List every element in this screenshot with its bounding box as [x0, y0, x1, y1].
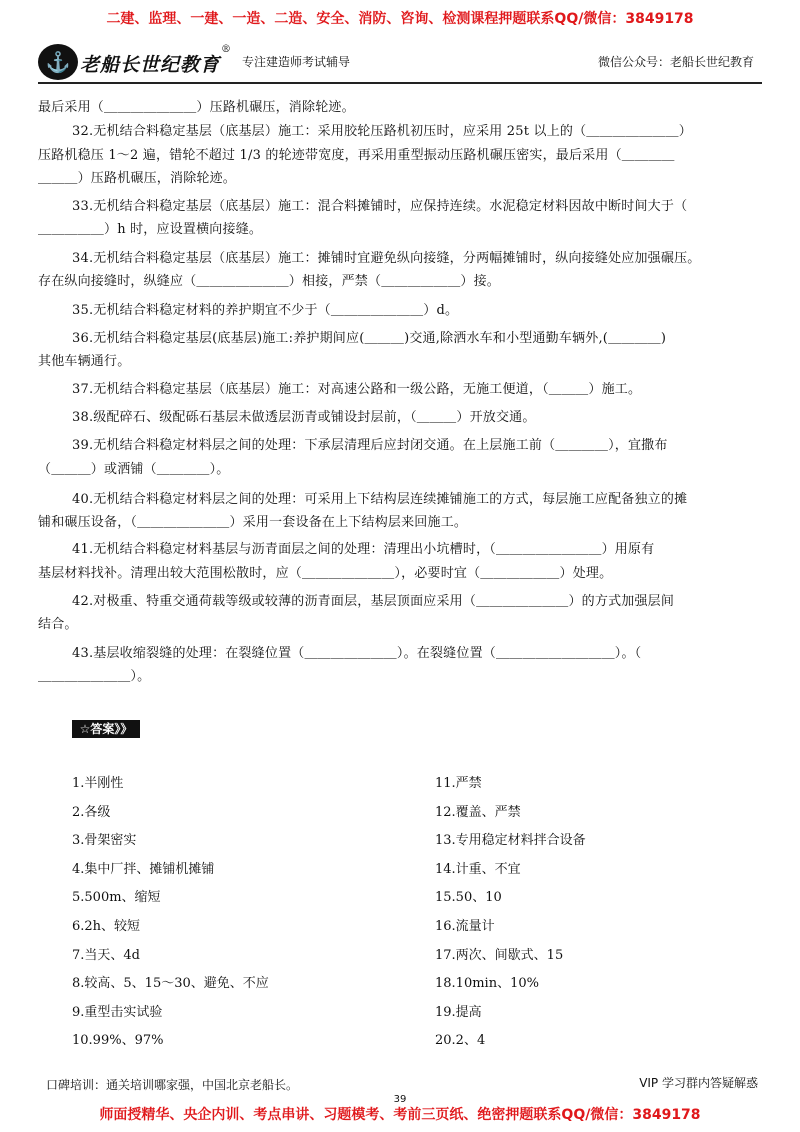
- question-40: 40.无机结合料稳定材料层之间的处理：可采用上下结构层连续摊铺施工的方式，每层施工应配备独立的摊: [72, 492, 688, 507]
- answer-item: 15.50、10: [435, 890, 502, 906]
- answer-item: 8.较高、5、15～30、避免、不应: [72, 976, 269, 992]
- question-line: 压路机稳压 1～2 遍，错轮不超过 1/3 的轮迹带宽度，再采用重型振动压路机碾压密实，最后采用（＿＿＿＿: [38, 148, 675, 163]
- question-38: 38.级配碎石、级配砾石基层未做透层沥青或铺设封层前，（＿＿＿）开放交通。: [72, 410, 536, 425]
- answer-item: 20.2、4: [435, 1033, 486, 1049]
- answer-item: 7.当天、4d: [72, 947, 140, 963]
- question-35: 35.无机结合料稳定材料的养护期宜不少于（＿＿＿＿＿＿＿）d。: [72, 303, 459, 318]
- question-line: 最后采用（＿＿＿＿＿＿＿）压路机碾压，消除轮迹。: [38, 100, 355, 115]
- answers-left-column: [72, 774, 269, 1060]
- question-line: ＿＿＿＿＿）h 时，应设置横向接缝。: [38, 222, 263, 237]
- question-line: （＿＿＿）或洒铺（＿＿＿＿）。: [38, 462, 230, 477]
- question-33: 33.无机结合料稳定基层（底基层）施工：混合料摊铺时，应保持连续。水泥稳定材料因故中断时间大于（: [72, 199, 688, 214]
- wechat-account: 微信公众号：老船长世纪教育: [597, 55, 754, 69]
- answers-heading: ☆答案》》: [72, 720, 140, 738]
- registered-mark: ®: [221, 44, 231, 55]
- question-line: ＿＿＿＿＿＿＿）。: [38, 669, 151, 684]
- question-41: 41.无机结合料稳定材料基层与沥青面层之间的处理：清理出小坑槽时，（＿＿＿＿＿＿＿＿）用原有: [72, 542, 655, 557]
- answer-item: 3.骨架密实: [72, 833, 137, 849]
- question-32: 32.无机结合料稳定基层（底基层）施工：采用胶轮压路机初压时，应采用 25t 以上的（＿＿＿＿＿＿＿）: [72, 124, 692, 139]
- answer-item: 1.半刚性: [72, 776, 124, 791]
- question-36: 36.无机结合料稳定基层(底基层)施工:养护期间应(＿＿＿)交通,除洒水车和小型通勤车辆外,(＿＿＿＿): [72, 331, 667, 346]
- footer-vip-note: VIP 学习群内答疑解惑: [639, 1076, 758, 1090]
- page-number: 39: [393, 1094, 407, 1105]
- answer-item: 19.提高: [435, 1004, 482, 1020]
- answer-item: 16.流量计: [435, 918, 495, 934]
- question-line: 铺和碾压设备，（＿＿＿＿＿＿＿）采用一套设备在上下结构层来回施工。: [38, 515, 468, 530]
- answer-item: 11.严禁: [435, 776, 482, 791]
- answer-item: 14.计重、不宜: [435, 861, 521, 877]
- answer-item: 12.覆盖、严禁: [435, 804, 521, 820]
- top-promo-banner: 二建、监理、一建、一造、二造、安全、消防、咨询、检测课程押题联系QQ/微信：3849178: [106, 11, 694, 27]
- question-34: 34.无机结合料稳定基层（底基层）施工：摊铺时宜避免纵向接缝，分两幅摊铺时，纵向接缝处应加强碾压。: [72, 251, 701, 266]
- answer-item: 4.集中厂拌、摊铺机摊铺: [72, 861, 215, 877]
- question-line: 其他车辆通行。: [38, 354, 131, 369]
- question-line: ＿＿＿）压路机碾压，消除轮迹。: [38, 171, 237, 186]
- question-line: 存在纵向接缝时，纵缝应（＿＿＿＿＿＿＿）相接，严禁（＿＿＿＿＿＿）接。: [38, 274, 501, 289]
- page-header: [38, 40, 762, 90]
- question-43: 43.基层收缩裂缝的处理：在裂缝位置（＿＿＿＿＿＿＿）。在裂缝位置（＿＿＿＿＿＿＿＿＿）。（: [72, 646, 642, 661]
- question-line: 结合。: [38, 617, 78, 632]
- question-37: 37.无机结合料稳定基层（底基层）施工：对高速公路和一级公路，无施工便道，（＿＿＿）施工。: [72, 382, 642, 397]
- question-line: 基层材料找补。清理出较大范围松散时，应（＿＿＿＿＿＿＿），必要时宜（＿＿＿＿＿＿）处理。: [38, 566, 613, 581]
- header-divider: [38, 82, 762, 84]
- ship-logo-icon: ⚓: [38, 44, 78, 80]
- brand-name: 老船长世纪教育: [80, 54, 221, 76]
- answer-item: 17.两次、间歇式、15: [435, 947, 564, 963]
- answer-item: 13.专用稳定材料拌合设备: [435, 833, 586, 849]
- footer-slogan: 口碑培训：通关培训哪家强，中国北京老船长。: [46, 1078, 299, 1092]
- answer-item: 2.各级: [72, 804, 111, 820]
- question-42: 42.对极重、特重交通荷载等级或较薄的沥青面层，基层顶面应采用（＿＿＿＿＿＿＿）的方式加强层间: [72, 594, 675, 609]
- question-39: 39.无机结合料稳定材料层之间的处理：下承层清理后应封闭交通。在上层施工前（＿＿＿＿），宜撒布: [72, 438, 668, 453]
- answer-item: 9.重型击实试验: [72, 1004, 163, 1020]
- bottom-promo-banner: 师面授精华、央企内训、考点串讲、习题模考、考前三页纸、绝密押题联系QQ/微信：3849178: [99, 1107, 701, 1123]
- answer-item: 18.10min、10%: [435, 976, 539, 992]
- answer-item: 6.2h、较短: [72, 918, 141, 934]
- answer-item: 10.99%、97%: [72, 1033, 164, 1049]
- answers-right-column: [435, 774, 586, 1060]
- header-slogan: 专注建造师考试辅导: [242, 55, 351, 69]
- answer-item: 5.500m、缩短: [72, 890, 161, 906]
